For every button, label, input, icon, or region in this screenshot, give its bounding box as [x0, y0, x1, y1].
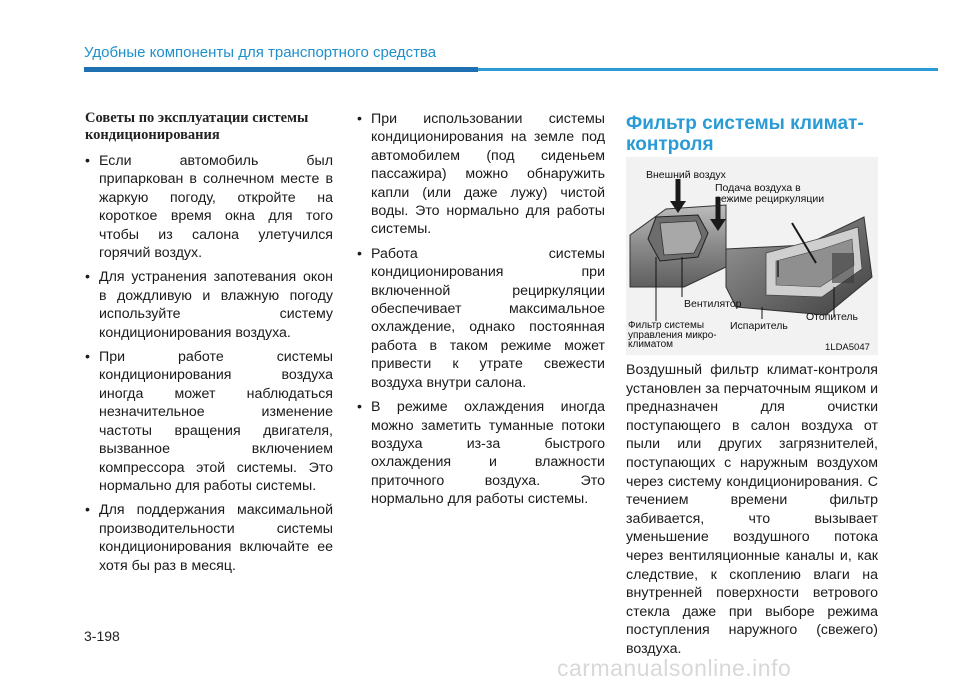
filter-diagram — [626, 157, 878, 355]
label-outside-air: Внешний воздух — [646, 169, 726, 181]
watermark: carmanualsonline.info — [557, 655, 792, 681]
tips-column-continued — [357, 110, 605, 515]
tip-item: • При работе системы кондиционирования воздуха иногда может наблюдаться незначительное изменение частоты вращения двигателя, вызванное включением компрессора этой системы. Это нормально для работы системы. — [85, 348, 333, 495]
label-evaporator: Испаритель — [730, 320, 788, 332]
tip-item: • Для устранения запотевания окон в дождливую и влажную погоду используйте систему кондиционирования воздуха. — [85, 268, 333, 342]
filter-title: Фильтр системы климат-контроля — [626, 113, 864, 155]
tip-item: • Если автомобиль был припаркован в солнечном месте в жаркую погоду, откройте на короткое время окна для того чтобы из салона улетучился горячий воздух. — [85, 152, 333, 262]
section-header: Удобные компоненты для транспортного средства — [84, 44, 437, 61]
header-rule-dark — [84, 67, 478, 72]
page-number: 3-198 — [84, 628, 120, 644]
tip-item: • При использовании системы кондиционирования на земле под автомобилем (под сиденьем пассажира) можно обнаружить капли (или даже лужу) чистой воды. Это нормально для работы системы. — [357, 110, 605, 239]
filter-description: Воздушный фильтр климат-контроля установлен за перчаточным ящиком и предназначен для очистки поступающего в салон воздуха от пыли или других загрязнителей, поступающих с наружным воздухом через систему кондиционирования. С течением времени фильтр забивается, что вызывает уменьшение воздушного потока через вентиляционные каналы и, как следствие, к скоплению влаги на внутренней поверхности ветрового стекла даже при выборе режима поступления наружного (свежего) воздуха. — [626, 362, 878, 657]
tips-column — [85, 110, 333, 581]
header-rule-light — [478, 68, 938, 71]
tips-list-continued — [357, 110, 605, 509]
tip-item: • В режиме охлаждения иногда можно заметить туманные потоки воздуха из-за быстрого охлаждения и влажности приточного воздуха. Это нормально для работы системы. — [357, 398, 605, 508]
label-filter: Фильтр системы управления микро-климатом — [628, 320, 717, 350]
tip-item: • Для поддержания максимальной производительности системы кондиционирования включайте ее хотя бы раз в месяц. — [85, 501, 333, 575]
tips-list — [85, 152, 333, 575]
label-recirculation: Подача воздуха в режиме рециркуляции — [715, 182, 825, 205]
figure-code: 1LDA5047 — [825, 342, 870, 353]
label-heater: Отопитель — [806, 311, 859, 323]
tips-heading: Советы по эксплуатации системы кондиционирования — [85, 110, 309, 143]
label-fan: Вентилятор — [684, 298, 742, 310]
filter-column — [626, 113, 878, 155]
tip-item: • Работа системы кондиционирования при включенной рециркуляции обеспечивает максимальное охлаждение, однако постоянная работа в таком режиме может привести к утрате свежести воздуха внутри салона. — [357, 245, 605, 392]
